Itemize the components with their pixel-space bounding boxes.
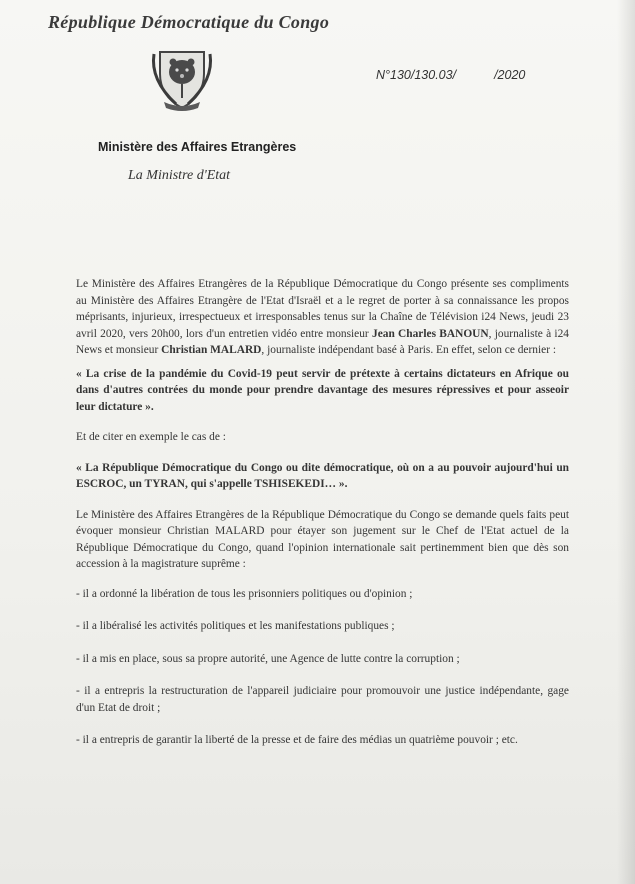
letterhead-republic: République Démocratique du Congo <box>48 12 330 32</box>
coat-of-arms-emblem <box>146 44 218 114</box>
page-shadow <box>617 0 635 884</box>
reference-year: /2020 <box>494 68 526 82</box>
minister-title: La Ministre d'Etat <box>128 168 231 183</box>
list-item: - il a entrepris de garantir la liberté de la presse et de faire des médias un quatrième pouvoir ; etc. <box>76 734 518 746</box>
ministry-name: Ministère des Affaires Etrangères <box>98 140 297 154</box>
journalist-name-2: Christian MALARD <box>161 344 262 356</box>
journalist-name-1: Jean Charles BANOUN <box>372 327 489 340</box>
list-item: - il a libéralisé les activités politiques et les manifestations publiques ; <box>76 620 395 632</box>
list-item: - il a mis en place, sous sa propre autorité, une Agence de lutte contre la corruption ; <box>76 652 460 665</box>
list-item: - il a ordonné la libération de tous les prisonniers politiques ou d'opinion ; <box>76 587 413 600</box>
example-line: Et de citer en exemple le cas de : <box>76 431 226 443</box>
quote-rdc: « La République Démocratique du Congo ou dite démocratique, où on a au pouvoir aujourd'hui un ESCROC, un TYRAN, qui s'appelle TSHISEKEDI… ». <box>76 461 569 490</box>
reference-number <box>376 68 525 82</box>
quote-covid: « La crise de la pandémie du Covid-19 peut servir de prétexte à certains dictateurs en Afrique ou dans d'autres contrées du monde pour prendre davantage des mesures répressives et pour asseoir leur dictature ». <box>76 367 569 413</box>
list-item: - il a entrepris la restructuration de l'appareil judiciaire pour promouvoir une justice indépendante, gage d'un Etat de droit ; <box>76 685 569 714</box>
letter-body <box>76 276 569 749</box>
reference-left: N°130/130.03/ <box>376 68 457 82</box>
intro-paragraph: Le Ministère des Affaires Etrangères de la République Démocratique du Congo présente ses compliments au Ministère des Affaires Etrangère de l'Etat d'Israël et a le regret de porter à sa connaissance les propos méprisants, injurieux, irrespectueux et irresponsables tenus sur la Chaîne de Télévision i24 News, jeudi 23 avril 2020, vers 20h00, lors d'un entretien vidéo entre monsieur Jean Charles BANOUN, journaliste à i24 News et monsieur Christian MALARD, journaliste indépendant basé à Paris. En effet, selon ce dernier : <box>76 278 569 356</box>
question-paragraph: Le Ministère des Affaires Etrangères de la République Démocratique du Congo se demande quels faits peut évoquer monsieur Christian MALARD pour étayer son jugement sur le Chef de l'Etat actuel de la République Démocratique du Congo, quand l'opinion internationale sait pertinemment bien que dès son accession à la magistrature suprême : <box>76 508 569 570</box>
